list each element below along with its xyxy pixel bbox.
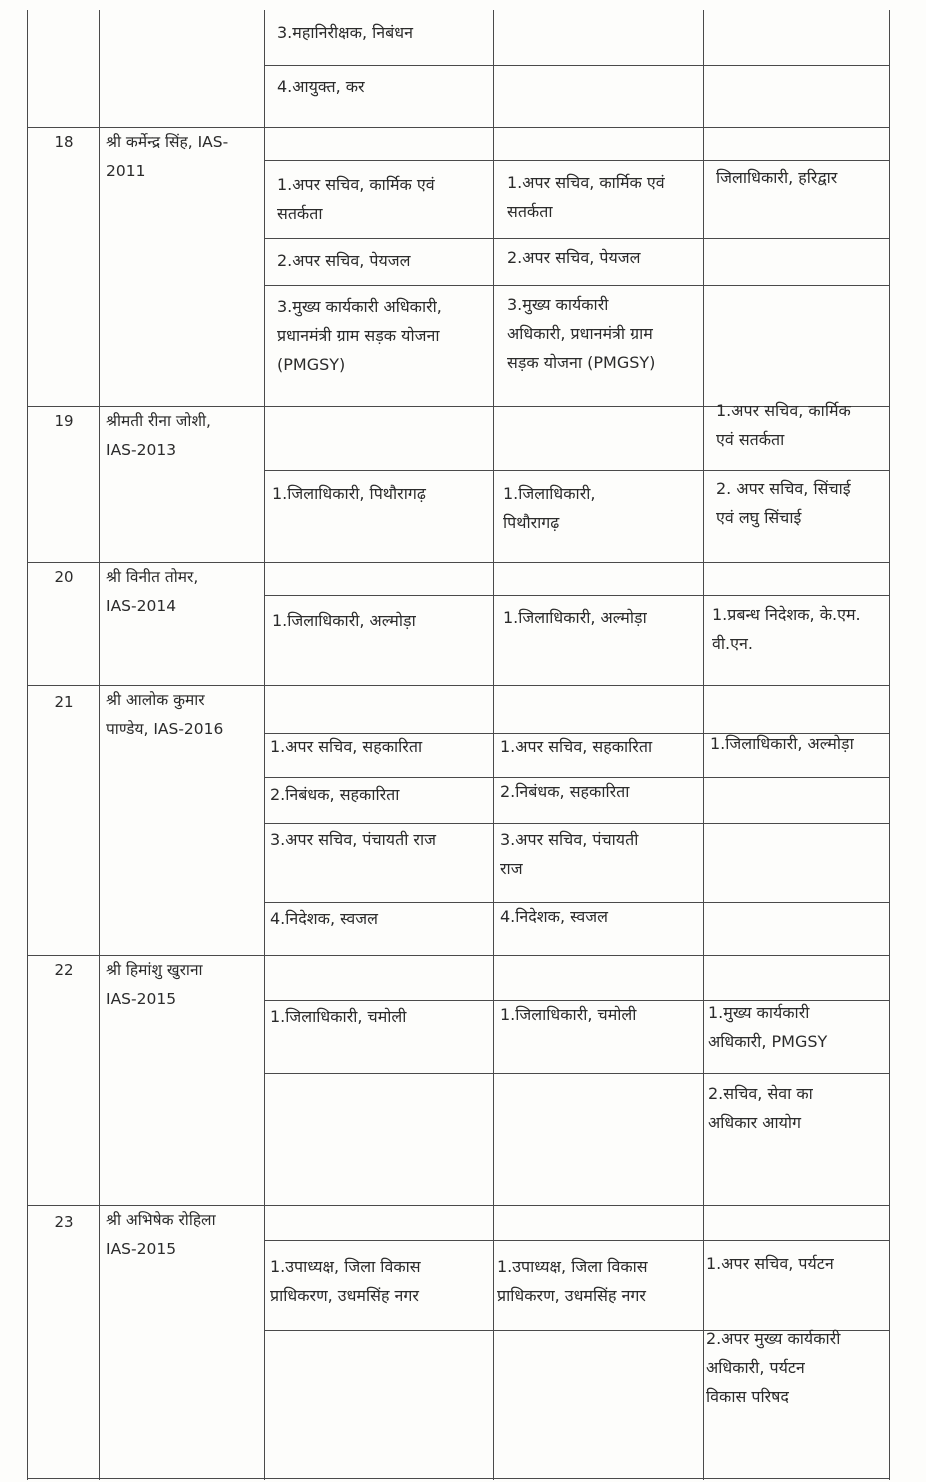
serial-number: 19 [54, 412, 74, 430]
serial-number: 23 [54, 1213, 74, 1231]
sub-row-separator [264, 1073, 889, 1074]
table-border-name [264, 10, 265, 1480]
table-border-col-a [493, 10, 494, 1480]
cell-col-a: 1.अपर सचिव, सहकारिता [270, 737, 423, 756]
table-border-serial [99, 10, 100, 1480]
sub-row-separator [264, 238, 889, 239]
cell-col-a: 1.जिलाधिकारी, पिथौरागढ़ [272, 484, 426, 503]
cell-col-a: 1.जिलाधिकारी, चमोली [270, 1007, 407, 1026]
cell-col-c: 1.मुख्य कार्यकारी अधिकारी, PMGSY [708, 1003, 828, 1051]
cell-col-b: 1.अपर सचिव, सहकारिता [500, 737, 653, 756]
officer-name: श्रीमती रीना जोशी, IAS-2013 [106, 412, 211, 459]
officer-name: श्री आलोक कुमार पाण्डेय, IAS-2016 [106, 691, 224, 738]
serial-number: 22 [54, 961, 74, 979]
cell-col-a: 1.अपर सचिव, कार्मिक एवं सतर्कता [277, 175, 435, 223]
cell-col-c: 1.अपर सचिव, पर्यटन [706, 1254, 834, 1273]
cell-col-b: 3.मुख्य कार्यकारी अधिकारी, प्रधानमंत्री ग्राम सड़क योजना (PMGSY) [507, 295, 656, 372]
table-border-right [889, 10, 890, 1480]
cell-col-a: 4.निदेशक, स्वजल [270, 909, 378, 928]
serial-number: 20 [54, 568, 74, 586]
cell-col-c: 1.प्रबन्ध निदेशक, के.एम. वी.एन. [712, 605, 861, 653]
cell-col-a: 3.महानिरीक्षक, निबंधन [277, 23, 413, 42]
cell-col-a: 3.अपर सचिव, पंचायती राज [270, 830, 436, 849]
officer-name: श्री कर्मेन्द्र सिंह, IAS- 2011 [106, 133, 229, 180]
cell-col-a: 1.जिलाधिकारी, अल्मोड़ा [272, 611, 416, 630]
cell-col-c: जिलाधिकारी, हरिद्वार [716, 168, 838, 187]
cell-col-c: 2.अपर मुख्य कार्यकारी अधिकारी, पर्यटन विकास परिषद [706, 1329, 841, 1406]
cell-col-c: 2.सचिव, सेवा का अधिकार आयोग [708, 1084, 813, 1132]
cell-col-a: 4.आयुक्त, कर [277, 77, 365, 96]
sub-row-separator [264, 595, 889, 596]
cell-col-b: 1.उपाध्यक्ष, जिला विकास प्राधिकरण, उधमसिंह नगर [497, 1257, 648, 1305]
cell-col-b: 1.जिलाधिकारी, चमोली [500, 1005, 637, 1024]
cell-col-b: 4.निदेशक, स्वजल [500, 907, 608, 926]
officer-name: श्री विनीत तोमर, IAS-2014 [106, 568, 199, 615]
cell-col-b: 1.जिलाधिकारी, पिथौरागढ़ [503, 484, 596, 532]
cell-col-c: 1.अपर सचिव, कार्मिक एवं सतर्कता [716, 401, 851, 449]
sub-row-separator [264, 65, 889, 66]
officer-name: श्री अभिषेक रोहिला IAS-2015 [106, 1211, 216, 1258]
cell-col-b: 1.अपर सचिव, कार्मिक एवं सतर्कता [507, 173, 665, 221]
officer-name: श्री हिमांशु खुराना IAS-2015 [106, 961, 203, 1008]
sub-row-separator [264, 1240, 889, 1241]
cell-col-a: 2.निबंधक, सहकारिता [270, 785, 400, 804]
cell-col-b: 1.जिलाधिकारी, अल्मोड़ा [503, 608, 647, 627]
serial-number: 18 [54, 133, 74, 151]
cell-col-a: 2.अपर सचिव, पेयजल [277, 251, 411, 270]
serial-number: 21 [54, 693, 74, 711]
table-border-col-b [703, 10, 704, 1480]
sub-row-separator [264, 160, 889, 161]
cell-col-a: 1.उपाध्यक्ष, जिला विकास प्राधिकरण, उधमसिंह नगर [270, 1257, 421, 1305]
table-border-left [27, 10, 28, 1480]
sub-row-separator [264, 823, 889, 824]
cell-col-c: 2. अपर सचिव, सिंचाई एवं लघु सिंचाई [716, 479, 851, 527]
cell-col-b: 2.निबंधक, सहकारिता [500, 782, 630, 801]
sub-row-separator [264, 285, 889, 286]
table-border-bottom [27, 1478, 889, 1479]
cell-col-b: 2.अपर सचिव, पेयजल [507, 248, 641, 267]
cell-col-b: 3.अपर सचिव, पंचायती राज [500, 830, 639, 878]
cell-col-c: 1.जिलाधिकारी, अल्मोड़ा [710, 734, 854, 753]
sub-row-separator [264, 470, 889, 471]
cell-col-a: 3.मुख्य कार्यकारी अधिकारी, प्रधानमंत्री ग्राम सड़क योजना (PMGSY) [277, 297, 442, 374]
